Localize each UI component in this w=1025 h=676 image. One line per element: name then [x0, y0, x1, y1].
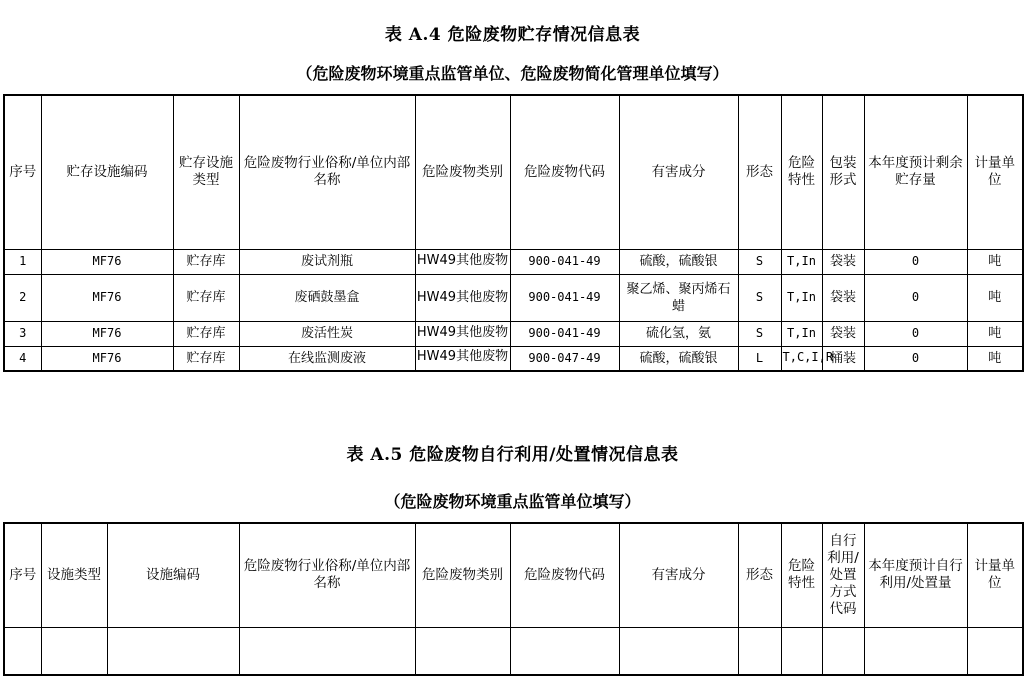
- empty-cell: [864, 627, 967, 675]
- empty-cell: [4, 627, 41, 675]
- empty-cell: [781, 627, 822, 675]
- table-a4: [3, 94, 1024, 372]
- cell-facility-type: 贮存库: [173, 346, 239, 371]
- header-cell: 自行利用/处置方式代码: [822, 523, 864, 627]
- table-row: [4, 274, 1023, 321]
- cell-waste-code: 900-041-49: [510, 249, 619, 274]
- table-a5: [3, 522, 1024, 676]
- cell-waste-category: [415, 346, 510, 371]
- cell-hazard-property: [781, 346, 834, 371]
- cell-hazard-component: 硫化氢，氨: [619, 321, 738, 346]
- header-cell: 本年度预计自行利用/处置量: [864, 523, 967, 627]
- header-cell: 有害成分: [619, 95, 738, 249]
- cell-facility-code: MF76: [41, 249, 173, 274]
- header-cell: 危险废物代码: [510, 95, 619, 249]
- cell-unit: 吨: [967, 274, 1023, 321]
- cell-unit: 吨: [967, 249, 1023, 274]
- cell-remaining-storage: 0: [864, 321, 967, 346]
- header-cell: 危险废物行业俗称/单位内部名称: [239, 95, 415, 249]
- header-cell: 贮存设施编码: [41, 95, 173, 249]
- cell-unit: 吨: [967, 346, 1023, 371]
- header-cell: 序号: [4, 523, 41, 627]
- cell-remaining-storage: 0: [864, 346, 967, 371]
- cell-waste-category-text: HW49其他废物: [416, 349, 509, 365]
- cell-facility-type: 贮存库: [173, 321, 239, 346]
- cell-packaging: 袋装: [822, 321, 864, 346]
- empty-cell: [738, 627, 781, 675]
- cell-waste-category-text: HW49其他废物: [416, 252, 509, 268]
- cell-facility-type: 贮存库: [173, 249, 239, 274]
- table-a4-header-row: [4, 95, 1023, 249]
- cell-hazard-property: T,In: [781, 249, 822, 274]
- header-cell: 形态: [738, 95, 781, 249]
- header-cell: 计量单位: [967, 95, 1023, 249]
- header-cell: 危险特性: [781, 523, 822, 627]
- cell-waste-category-text: HW49其他废物: [416, 324, 509, 340]
- cell-hazard-property: T,In: [781, 321, 822, 346]
- cell-form: S: [738, 274, 781, 321]
- cell-waste-category: [415, 321, 510, 346]
- cell-form: S: [738, 321, 781, 346]
- header-cell: 有害成分: [619, 523, 738, 627]
- cell-facility-code: MF76: [41, 274, 173, 321]
- cell-waste-category: [415, 274, 510, 321]
- header-cell: 危险废物类别: [415, 523, 510, 627]
- cell-remaining-storage: 0: [864, 249, 967, 274]
- header-cell: 危险废物行业俗称/单位内部名称: [239, 523, 415, 627]
- header-cell: 本年度预计剩余贮存量: [864, 95, 967, 249]
- table-row: [4, 627, 1023, 675]
- header-cell: 危险废物代码: [510, 523, 619, 627]
- header-cell: 贮存设施类型: [173, 95, 239, 249]
- cell-waste-name: 废试剂瓶: [239, 249, 415, 274]
- header-cell: 危险特性: [781, 95, 822, 249]
- cell-facility-code: MF76: [41, 346, 173, 371]
- table-a5-title: 表 A.5 危险废物自行利用/处置情况信息表: [346, 445, 679, 465]
- cell-index: 3: [4, 321, 41, 346]
- empty-cell: [967, 627, 1023, 675]
- cell-packaging: 袋装: [822, 274, 864, 321]
- cell-hazard-component-text: 聚乙烯、聚丙烯石蜡: [626, 281, 731, 314]
- empty-cell: [415, 627, 510, 675]
- cell-index: 2: [4, 274, 41, 321]
- cell-hazard-component: 硫酸，硫酸银: [619, 249, 738, 274]
- table-a4-title: 表 A.4 危险废物贮存情况信息表: [384, 25, 641, 45]
- header-cell: 序号: [4, 95, 41, 249]
- empty-cell: [510, 627, 619, 675]
- header-cell: 设施类型: [41, 523, 107, 627]
- cell-hazard-component: 硫酸，硫酸银: [619, 346, 738, 371]
- cell-packaging: 桶装: [822, 346, 864, 371]
- empty-cell: [239, 627, 415, 675]
- cell-waste-code: 900-041-49: [510, 274, 619, 321]
- table-row: [4, 346, 1023, 371]
- cell-waste-code: 900-041-49: [510, 321, 619, 346]
- cell-facility-code: MF76: [41, 321, 173, 346]
- cell-waste-category-text: HW49其他废物: [416, 290, 509, 305]
- cell-form: L: [738, 346, 781, 371]
- cell-waste-name: 废硒鼓墨盒: [239, 274, 415, 321]
- cell-packaging: 袋装: [822, 249, 864, 274]
- cell-facility-type: 贮存库: [173, 274, 239, 321]
- cell-waste-code: 900-047-49: [510, 346, 619, 371]
- header-cell: 包装形式: [822, 95, 864, 249]
- header-cell: 计量单位: [967, 523, 1023, 627]
- table-row: [4, 249, 1023, 274]
- cell-index: 1: [4, 249, 41, 274]
- cell-hazard-component: [619, 274, 738, 321]
- cell-index: 4: [4, 346, 41, 371]
- cell-hazard-property: T,In: [781, 274, 822, 321]
- header-cell: 形态: [738, 523, 781, 627]
- table-a4-subtitle: （危险废物环境重点监管单位、危险废物简化管理单位填写）: [296, 64, 729, 83]
- cell-waste-category: [415, 249, 510, 274]
- empty-cell: [619, 627, 738, 675]
- empty-cell: [822, 627, 864, 675]
- cell-form: S: [738, 249, 781, 274]
- table-a5-subtitle: （危险废物环境重点监管单位填写）: [384, 492, 641, 511]
- cell-waste-name: 废活性炭: [239, 321, 415, 346]
- cell-remaining-storage: 0: [864, 274, 967, 321]
- cell-unit: 吨: [967, 321, 1023, 346]
- empty-cell: [107, 627, 239, 675]
- table-a5-header-row: [4, 523, 1023, 627]
- cell-hazard-property-text: T,C,I,R: [782, 350, 834, 365]
- table-row: [4, 321, 1023, 346]
- empty-cell: [41, 627, 107, 675]
- header-cell: 危险废物类别: [415, 95, 510, 249]
- cell-waste-name: 在线监测废液: [239, 346, 415, 371]
- header-cell: 设施编码: [107, 523, 239, 627]
